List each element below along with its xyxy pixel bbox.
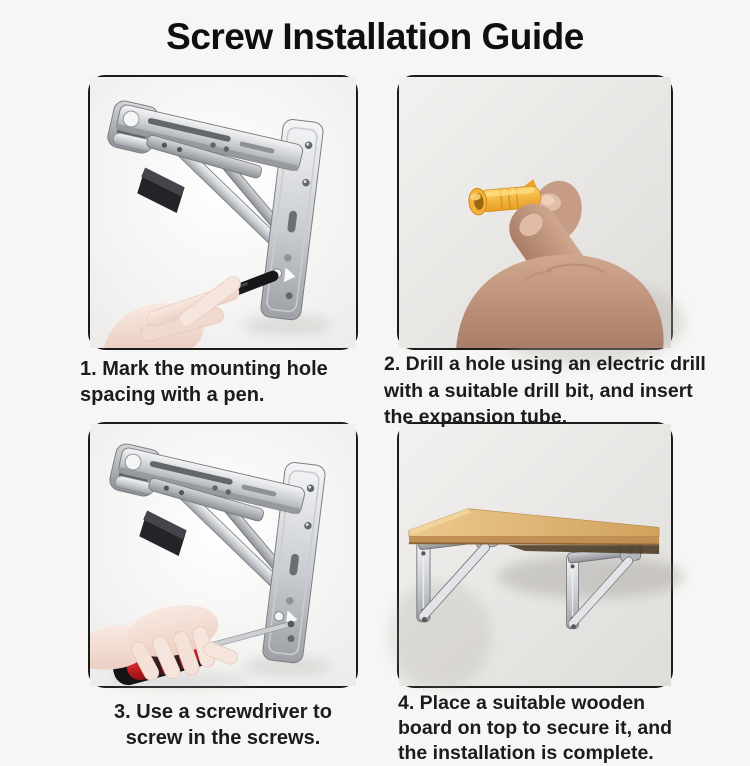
page-title: Screw Installation Guide	[166, 16, 584, 57]
caption-line: 2. Drill a hole using an electric drill	[384, 353, 706, 375]
step-4-illustration	[399, 424, 671, 686]
step-2-photo-panel	[397, 75, 673, 350]
caption-line: board on top to secure it, and	[398, 717, 673, 739]
step-2-illustration	[399, 77, 671, 348]
caption-line: the installation is complete.	[398, 742, 654, 764]
shelf-shadow	[498, 555, 685, 598]
caption-line: 3. Use a screwdriver to	[114, 701, 332, 723]
step-3-caption	[88, 699, 358, 751]
caption-line: with a suitable drill bit, and insert	[384, 379, 693, 402]
step-3-illustration	[90, 424, 356, 686]
caption-line: spacing with a pen.	[80, 384, 265, 406]
caption-line: the expansion tube.	[384, 406, 568, 428]
caption-line: screw in the screws.	[125, 727, 321, 749]
step-4-caption	[398, 691, 710, 766]
step-2-caption	[384, 351, 704, 431]
caption-line: 4. Place a suitable wooden	[398, 692, 646, 714]
step-1-caption	[80, 356, 380, 408]
step-4-photo-panel	[397, 422, 673, 688]
step-3-photo-panel	[88, 422, 358, 688]
caption-line: 1. Mark the mounting hole	[80, 358, 328, 380]
step-1-illustration	[90, 77, 356, 348]
step-1-photo-panel	[88, 75, 358, 350]
screw-head	[288, 621, 295, 628]
